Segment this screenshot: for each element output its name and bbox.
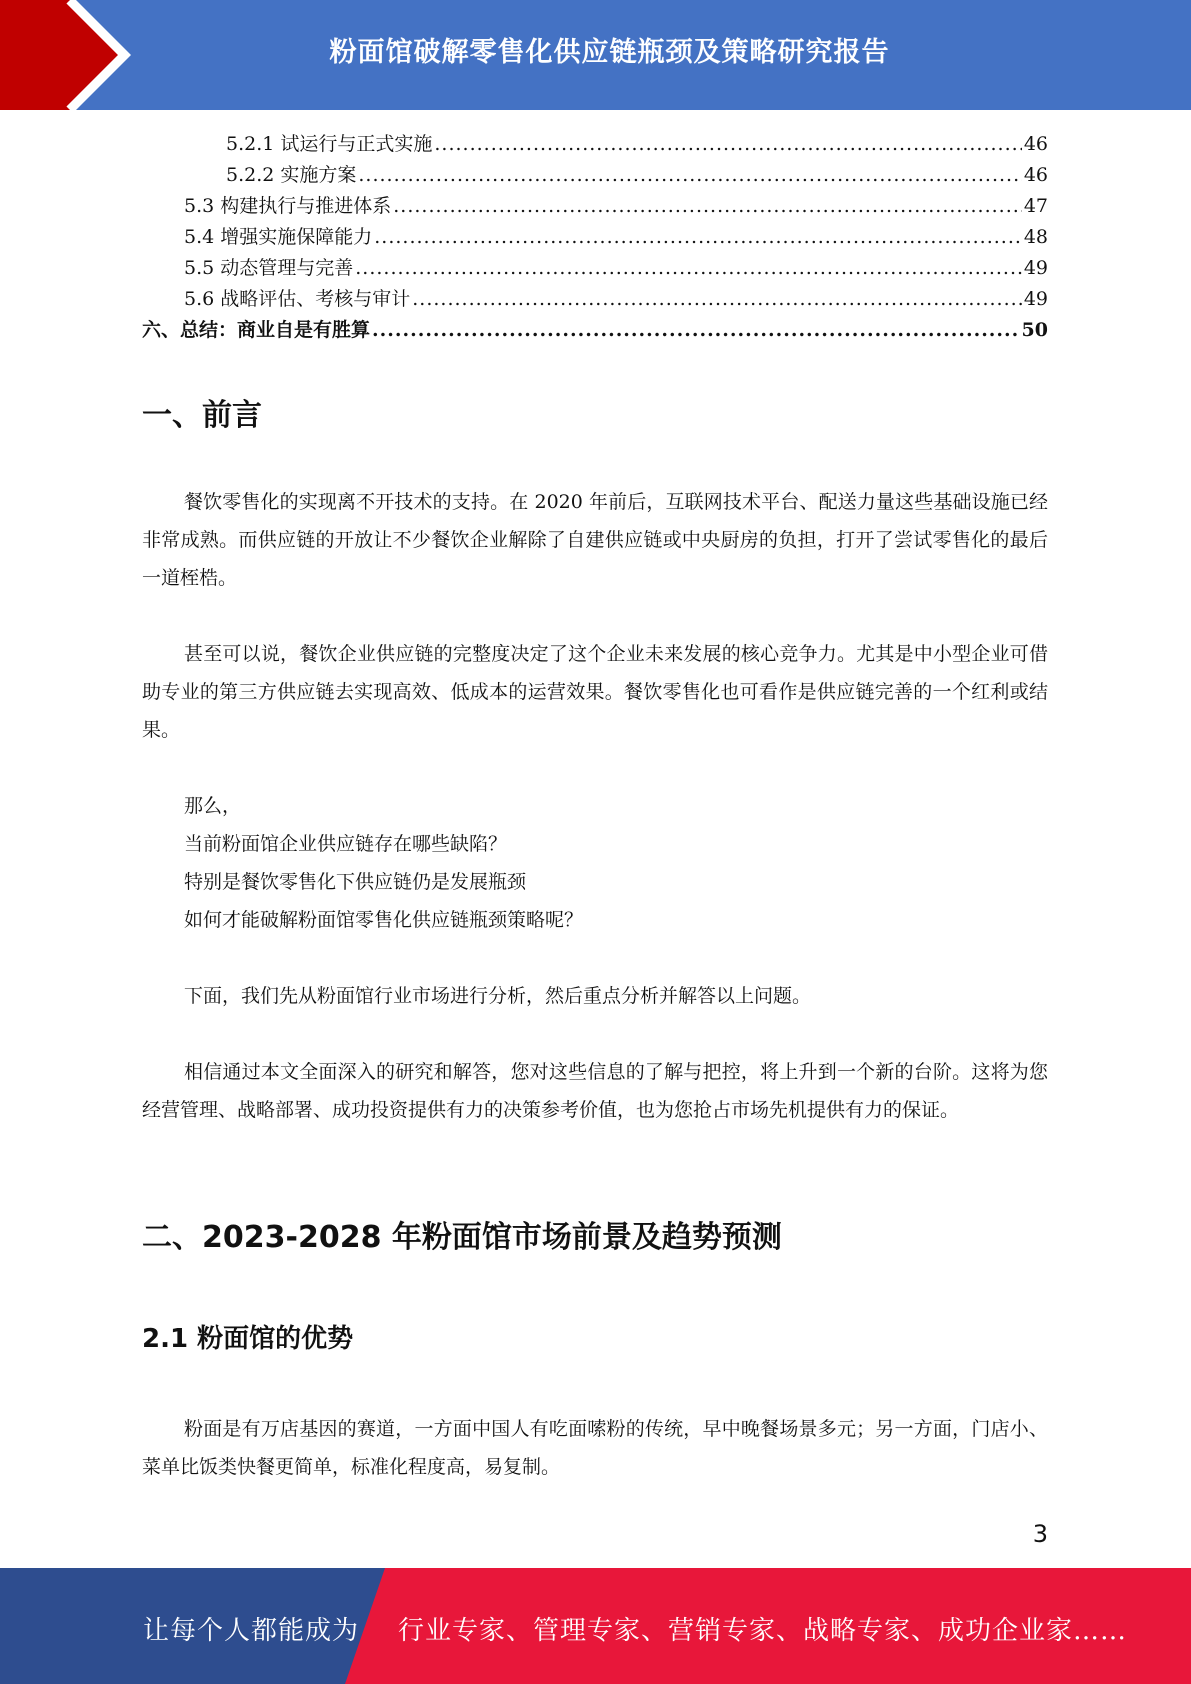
toc-entry[interactable]: [142, 160, 1048, 191]
toc-entry-page: 47: [1023, 195, 1048, 217]
body-paragraph: 下面，我们先从粉面馆行业市场进行分析，然后重点分析并解答以上问题。: [184, 985, 812, 1007]
toc-entry[interactable]: [142, 315, 1048, 346]
toc-leader-dots: [374, 226, 1022, 248]
list-item: 那么，: [184, 795, 242, 817]
toc-entry[interactable]: [142, 284, 1048, 315]
footer-slogan-right: 行业专家、管理专家、营销专家、战略专家、成功企业家……: [398, 1616, 1128, 1646]
section-heading: 二、2023-2028 年粉面馆市场前景及趋势预测: [142, 1220, 782, 1255]
toc-entry-label: 5.2.2 实施方案: [226, 164, 357, 186]
toc-entry-page: 49: [1023, 257, 1048, 279]
toc-leader-dots: [412, 288, 1022, 310]
toc-entry-label: 5.4 增强实施保障能力: [184, 226, 373, 248]
page-footer: [0, 1568, 1191, 1684]
page-number: 3: [1032, 1520, 1048, 1548]
toc-entry-page: 46: [1023, 164, 1048, 186]
toc-entry[interactable]: [142, 129, 1048, 160]
toc-entry-page: 48: [1023, 226, 1048, 248]
subsection-heading: 2.1 粉面馆的优势: [142, 1324, 354, 1354]
toc-entry[interactable]: [142, 191, 1048, 222]
toc-entry-label: 5.3 构建执行与推进体系: [184, 195, 392, 217]
toc-entry[interactable]: [142, 222, 1048, 253]
toc-entry[interactable]: [142, 253, 1048, 284]
toc-leader-dots: [393, 195, 1022, 217]
toc-entry-label: 5.6 战略评估、考核与审计: [184, 288, 411, 310]
toc-entry-page: 49: [1023, 288, 1048, 310]
list-item: 特别是餐饮零售化下供应链仍是发展瓶颈: [184, 871, 527, 893]
body-paragraph: 相信通过本文全面深入的研究和解答，您对这些信息的了解与把控，将上升到一个新的台阶。这将为您经营管理、战略部署、成功投资提供有力的决策参考价值，也为您抢占市场先机提供有力的保证。: [142, 1061, 1048, 1121]
toc-leader-dots: [358, 164, 1021, 186]
toc-entry-page: 46: [1023, 133, 1048, 155]
list-item: 如何才能破解粉面馆零售化供应链瓶颈策略呢？: [184, 909, 584, 931]
list-item: 当前粉面馆企业供应链存在哪些缺陷？: [184, 833, 508, 855]
section-heading: 一、前言: [142, 398, 262, 433]
body-paragraph: 餐饮零售化的实现离不开技术的支持。在 2020 年前后，互联网技术平台、配送力量这些基础设施已经非常成熟。而供应链的开放让不少餐饮企业解除了自建供应链或中央厨房的负担，打开了尝试零售化的最后一道桎梏。: [142, 491, 1048, 589]
header-title: 粉面馆破解零售化供应链瓶颈及策略研究报告: [329, 37, 890, 68]
toc-leader-dots: [434, 133, 1021, 155]
question-list: [184, 787, 583, 939]
toc-entry-label: 5.2.1 试运行与正式实施: [226, 133, 433, 155]
toc-entry-page: 50: [1021, 319, 1048, 341]
body-paragraph: 粉面是有万店基因的赛道，一方面中国人有吃面嗦粉的传统，早中晚餐场景多元；另一方面，门店小、菜单比饭类快餐更简单，标准化程度高，易复制。: [142, 1418, 1048, 1478]
page-header: [0, 0, 1191, 110]
toc-entry-label: 六、总结：商业自是有胜算: [142, 319, 371, 341]
footer-slogan-left: 让每个人都能成为: [143, 1616, 360, 1646]
toc-leader-dots: [372, 319, 1020, 341]
body-paragraph: 甚至可以说，餐饮企业供应链的完整度决定了这个企业未来发展的核心竞争力。尤其是中小型企业可借助专业的第三方供应链去实现高效、低成本的运营效果。餐饮零售化也可看作是供应链完善的一个红利或结果。: [142, 643, 1048, 741]
table-of-contents: [142, 129, 1048, 346]
toc-entry-label: 5.5 动态管理与完善: [184, 257, 354, 279]
toc-leader-dots: [355, 257, 1022, 279]
